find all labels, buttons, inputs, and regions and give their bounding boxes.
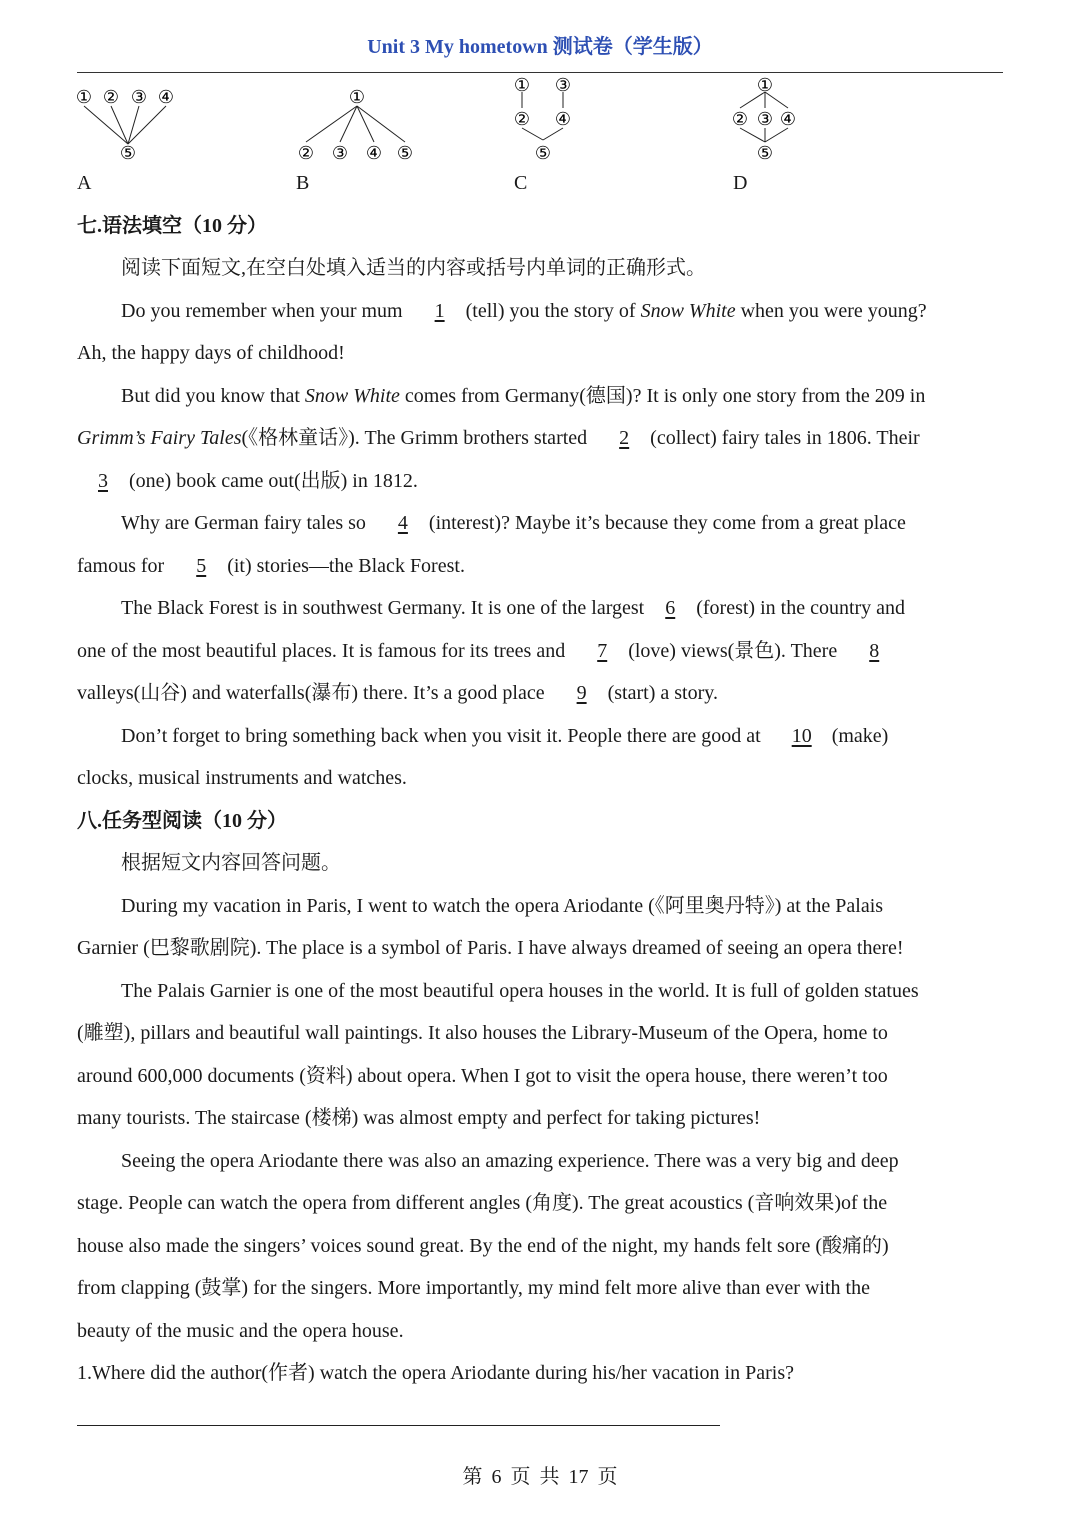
paragraph-line: Why are German fairy tales so 4 (interest)? Maybe it’s because they come from a great place [121,508,906,538]
node: ⑤ [534,143,552,164]
paragraph-line: Ah, the happy days of childhood! [77,342,345,364]
page-header-title: Unit 3 My hometown 测试卷（学生版） [367,36,713,58]
node: ① [75,87,93,108]
paragraph-line: But did you know that Snow White comes from Germany(德国)? It is only one story from the 209 in [121,385,926,407]
blank-9: 9 [576,682,587,704]
paragraph-line: house also made the singers’ voices sound great. By the end of the night, my hands felt sore (酸痛的) [77,1235,889,1257]
blank-3: 3 [98,470,108,492]
paragraph-line: valleys(山谷) and waterfalls(瀑布) there. It’s a good place 9 (start) a story. [77,678,718,708]
node: ③ [331,143,349,164]
paragraph-line: Don’t forget to bring something back when you visit it. People there are good at 10 (make) [121,721,888,751]
paragraph-line: many tourists. The staircase (楼梯) was almost empty and perfect for taking pictures! [77,1107,761,1129]
section8-instruction: 根据短文内容回答问题。 [121,852,341,874]
blank-10: 10 [791,725,812,747]
node: ④ [554,109,572,130]
node: ③ [130,87,148,108]
node: ② [297,143,315,164]
node: ④ [365,143,383,164]
paragraph-line: Grimm’s Fairy Tales(《格林童话》). The Grimm brothers started 2 (collect) fairy tales in 1806. Their [77,423,920,453]
node: ① [513,76,531,96]
option-d-label: D [733,172,748,194]
paragraph-line: beauty of the music and the opera house. [77,1320,404,1342]
section7-instruction: 阅读下面短文,在空白处填入适当的内容或括号内单词的正确形式。 [121,257,706,279]
paragraph-line: During my vacation in Paris, I went to watch the opera Ariodante (《阿里奥丹特》) at the Palais [121,895,884,917]
paragraph-line: Do you remember when your mum 1 (tell) you the story of Snow White when you were young? [121,296,927,326]
diagram-a [74,76,184,171]
node: ② [102,87,120,108]
blank-7: 7 [597,640,608,662]
node: ⑤ [396,143,414,164]
paragraph-line: The Black Forest is in southwest Germany. It is one of the largest 6 (forest) in the country and [121,593,905,623]
node: ④ [157,87,175,108]
diagram-b [292,76,422,171]
blank-5: 5 [196,555,207,577]
paragraph-line: clocks, musical instruments and watches. [77,767,407,789]
page-footer: 第 6 页 共 17 页 [462,1466,618,1488]
blank-4: 4 [397,512,408,534]
node: ⑤ [756,143,774,164]
paragraph-line: one of the most beautiful places. It is famous for its trees and 7 (love) views(景色). There 8 [77,636,900,666]
answer-line[interactable] [77,1425,720,1426]
option-b-label: B [296,172,310,194]
node: ③ [756,109,774,130]
node: ③ [554,76,572,96]
paragraph-line: stage. People can watch the opera from different angles (角度). The great acoustics (音响效果)of the [77,1192,888,1214]
node: ① [348,87,366,108]
option-a-label: A [77,172,92,194]
node: ② [513,109,531,130]
node: ② [731,109,749,130]
header-rule [77,72,1003,73]
section8-title: 八.任务型阅读（10 分） [77,810,287,832]
paragraph-line: Seeing the opera Ariodante there was also an amazing experience. There was a very big and deep [121,1150,899,1172]
paragraph-line: Garnier (巴黎歌剧院). The place is a symbol of Paris. I have always dreamed of seeing an opera there! [77,937,904,959]
node: ④ [779,109,797,130]
blank-2: 2 [619,427,630,449]
paragraph-line: (雕塑), pillars and beautiful wall paintings. It also houses the Library-Museum of the Opera, home to [77,1022,888,1044]
paragraph-line: The Palais Garnier is one of the most beautiful opera houses in the world. It is full of golden statues [121,980,919,1002]
blank-6: 6 [665,597,676,619]
question-1: 1.Where did the author(作者) watch the opera Ariodante during his/her vacation in Paris? [77,1362,794,1384]
section7-title: 七.语法填空（10 分） [77,215,267,237]
node: ① [756,76,774,96]
diagram-c [508,76,578,171]
paragraph-line: famous for 5 (it) stories—the Black Forest. [77,551,465,581]
node: ⑤ [119,143,137,164]
blank-8: 8 [869,640,880,662]
paragraph-line: from clapping (鼓掌) for the singers. More importantly, my mind felt more alive than ever with the [77,1277,870,1299]
blank-1: 1 [434,300,445,322]
diagram-d [726,76,806,171]
option-c-label: C [514,172,528,194]
paragraph-line: around 600,000 documents (资料) about opera. When I got to visit the opera house, there weren’t too [77,1065,888,1087]
paragraph-line: 3 (one) book came out(出版) in 1812. [77,466,418,496]
